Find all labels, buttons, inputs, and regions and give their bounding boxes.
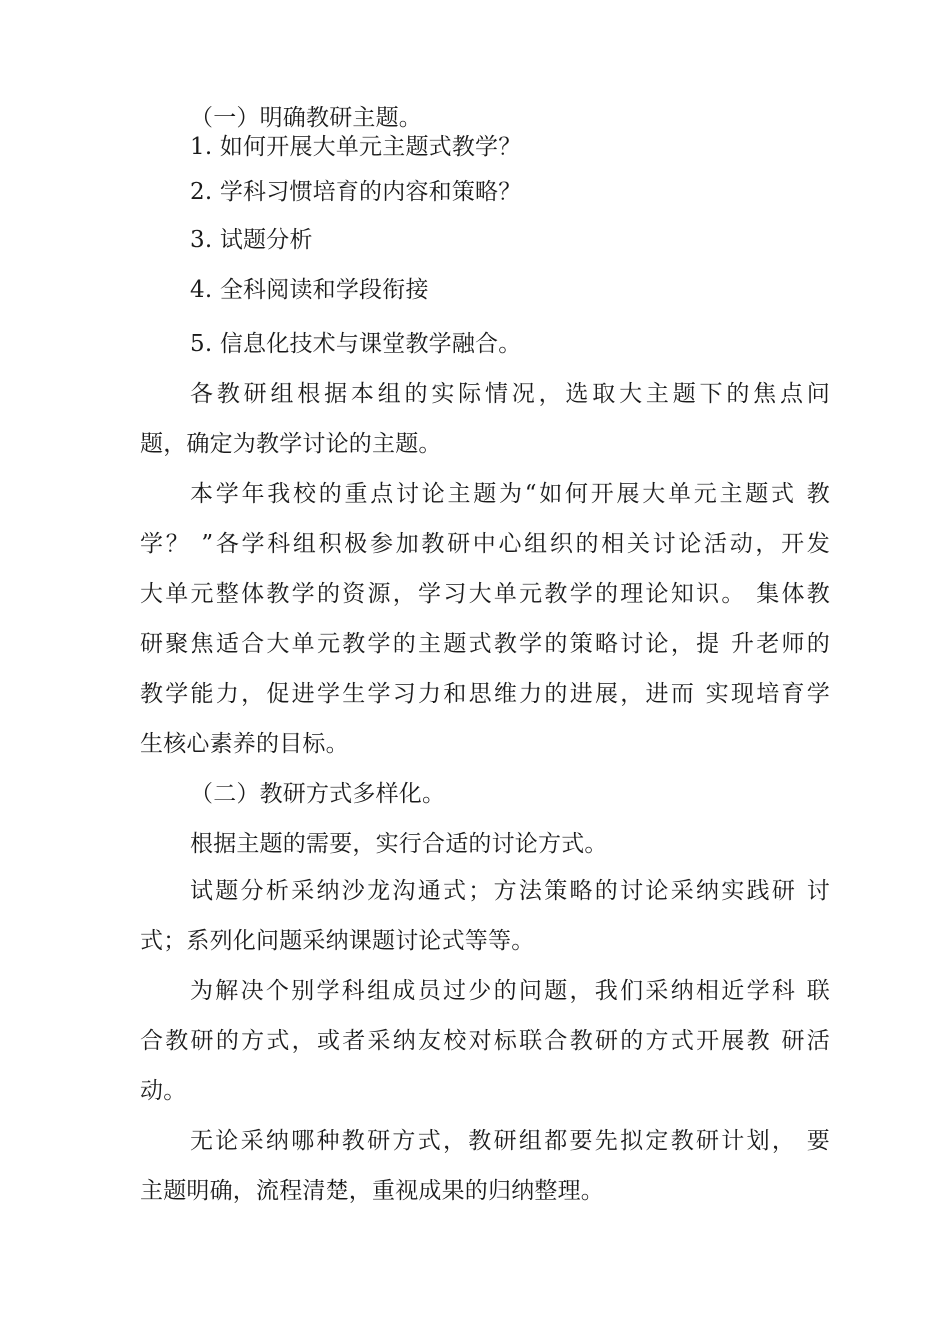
- paragraph-line: 试题分析采纳沙龙沟通式；方法策略的讨论采纳实践研 讨: [190, 878, 830, 904]
- paragraph-line: 教学能力，促进学生学习力和思维力的进展，进而 实现培育学: [140, 681, 830, 707]
- paragraph-line: 生核心素养的目标。: [140, 731, 349, 757]
- list-item: 4. 全科阅读和学段衔接: [190, 277, 429, 303]
- section-heading: （一）明确教研主题。: [190, 105, 422, 131]
- paragraph-line: 式；系列化问题采纳课题讨论式等等。: [140, 928, 535, 954]
- paragraph-line: 学？ ”各学科组积极参加教研中心组织的相关讨论活动，开发: [140, 531, 830, 557]
- paragraph-line: 研聚焦适合大单元教学的主题式教学的策略讨论，提 升老师的: [140, 631, 830, 657]
- paragraph-line: 本学年我校的重点讨论主题为“如何开展大单元主题式 教: [190, 481, 830, 507]
- paragraph-line: 各教研组根据本组的实际情况，选取大主题下的焦点问: [190, 381, 830, 407]
- paragraph-line: 动。: [140, 1078, 187, 1104]
- section-heading: （二）教研方式多样化。: [190, 781, 446, 807]
- paragraph-line: 主题明确，流程清楚，重视成果的归纳整理。: [140, 1178, 604, 1204]
- paragraph-line: 合教研的方式，或者采纳友校对标联合教研的方式开展教 研活: [140, 1028, 830, 1054]
- list-item: 2. 学科习惯培育的内容和策略？: [190, 179, 522, 205]
- paragraph-line: 无论采纳哪种教研方式，教研组都要先拟定教研计划， 要: [190, 1128, 830, 1154]
- paragraph-line: 题，确定为教学讨论的主题。: [140, 431, 442, 457]
- paragraph-line: 根据主题的需要，实行合适的讨论方式。: [190, 831, 608, 857]
- list-item: 5. 信息化技术与课堂教学融合。: [190, 331, 522, 357]
- list-item: 1. 如何开展大单元主题式教学？: [190, 134, 522, 160]
- paragraph-line: 大单元整体教学的资源，学习大单元教学的理论知识。 集体教: [140, 581, 830, 607]
- paragraph-line: 为解决个别学科组成员过少的问题，我们采纳相近学科 联: [190, 978, 830, 1004]
- list-item: 3. 试题分析: [190, 227, 313, 253]
